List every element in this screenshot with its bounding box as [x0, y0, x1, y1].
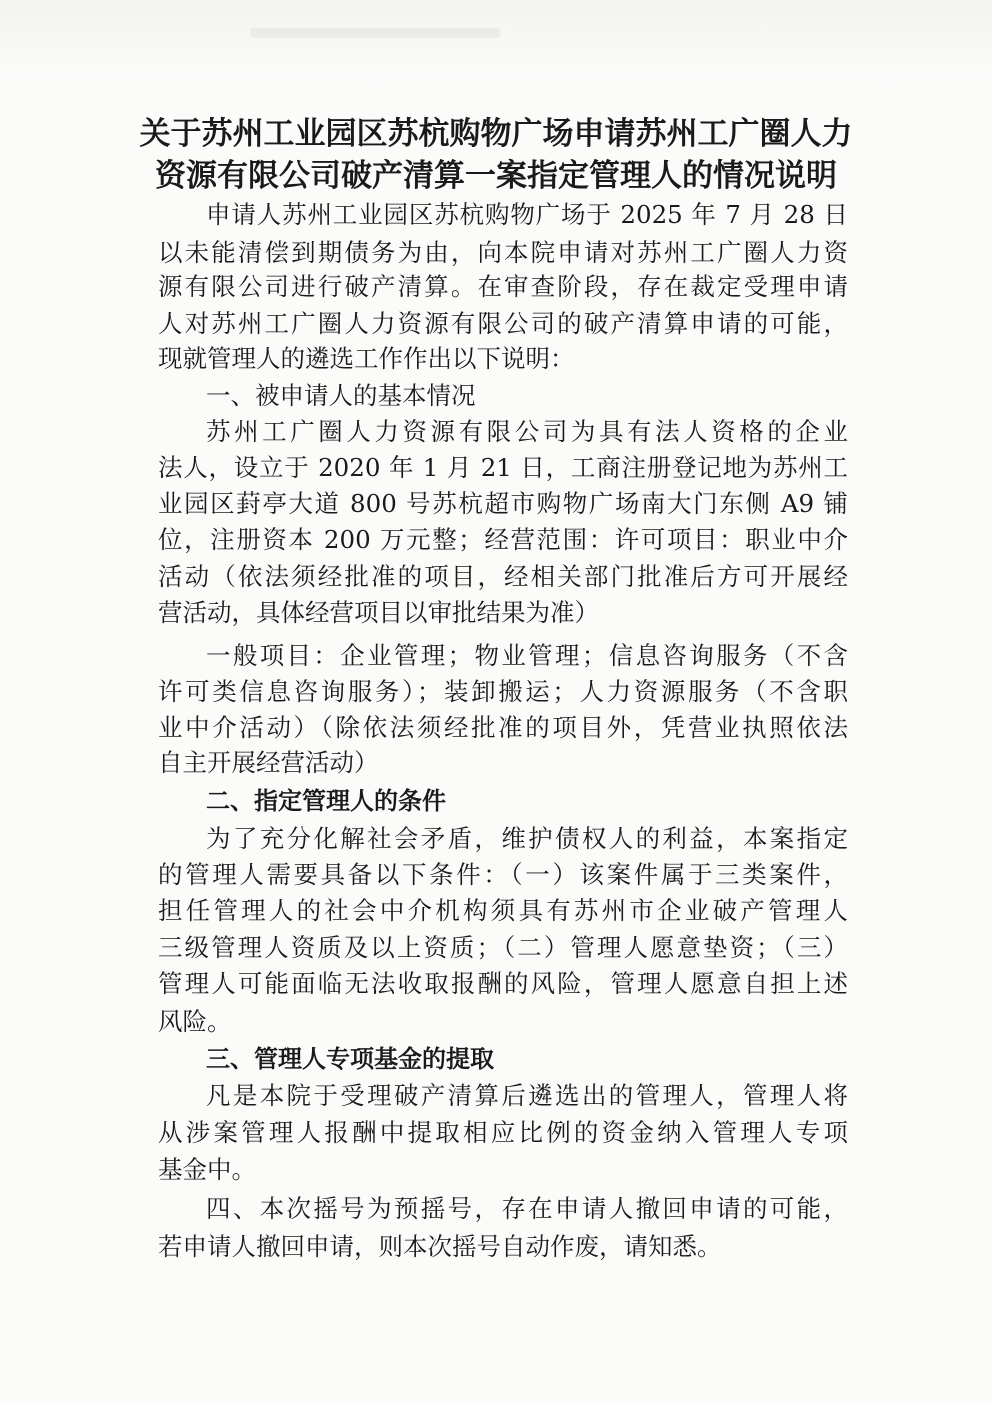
- paragraph-line: 基金中。: [158, 1155, 256, 1184]
- paragraph-line: 从涉案管理人报酬中提取相应比例的资金纳入管理人专项: [158, 1118, 848, 1147]
- paragraph-line: 业中介活动）（除依法须经批准的项目外，凭营业执照依法: [158, 713, 848, 742]
- section-heading-1: 一、被申请人的基本情况: [206, 381, 476, 410]
- paragraph-line: 营活动，具体经营项目以审批结果为准）: [158, 598, 599, 627]
- paragraph-line: 为了充分化解社会矛盾，维护债权人的利益，本案指定: [206, 824, 848, 853]
- paragraph-line: 三级管理人资质及以上资质；（二）管理人愿意垫资；（三）: [158, 933, 848, 962]
- paragraph-line: 的管理人需要具备以下条件：（一）该案件属于三类案件，: [158, 860, 848, 889]
- paragraph-line: 管理人可能面临无法收取报酬的风险，管理人愿意自担上述: [158, 969, 848, 998]
- paragraph-line: 源有限公司进行破产清算。在审查阶段，存在裁定受理申请: [158, 272, 848, 301]
- section-heading-2: 二、指定管理人的条件: [206, 787, 446, 815]
- paragraph-line: 许可类信息咨询服务）；装卸搬运；人力资源服务（不含职: [158, 677, 848, 706]
- paragraph-line: 担任管理人的社会中介机构须具有苏州市企业破产管理人: [158, 896, 848, 925]
- paragraph-line: 自主开展经营活动）: [158, 748, 379, 777]
- paragraph-line: 苏州工广圈人力资源有限公司为具有法人资格的企业: [206, 417, 848, 446]
- paragraph-line: 四、本次摇号为预摇号，存在申请人撤回申请的可能，: [206, 1194, 848, 1223]
- paragraph-line: 活动（依法须经批准的项目，经相关部门批准后方可开展经: [158, 562, 848, 591]
- paragraph-line: 一般项目：企业管理；物业管理；信息咨询服务（不含: [206, 641, 848, 670]
- paragraph-line: 若申请人撤回申请，则本次摇号自动作废，请知悉。: [158, 1232, 722, 1261]
- scan-artifact: [250, 28, 500, 38]
- section-heading-3: 三、管理人专项基金的提取: [206, 1045, 494, 1073]
- document-title-line-2: 资源有限公司破产清算一案指定管理人的情况说明: [155, 158, 837, 194]
- paragraph-line: 现就管理人的遴选工作作出以下说明：: [158, 344, 575, 373]
- paragraph-line: 风险。: [158, 1007, 232, 1036]
- paragraph-line: 业园区葑亭大道 800 号苏杭超市购物广场南大门东侧 A9 铺: [158, 489, 848, 518]
- paragraph-line: 凡是本院于受理破产清算后遴选出的管理人，管理人将: [206, 1081, 848, 1110]
- paragraph-line: 以未能清偿到期债务为由，向本院申请对苏州工广圈人力资: [158, 238, 848, 267]
- document-title-line-1: 关于苏州工业园区苏杭购物广场申请苏州工广圈人力: [139, 116, 853, 152]
- paragraph-line: 位，注册资本 200 万元整；经营范围：许可项目：职业中介: [158, 525, 848, 554]
- paragraph-line: 人对苏州工广圈人力资源有限公司的破产清算申请的可能，: [158, 309, 848, 338]
- paragraph-line: 申请人苏州工业园区苏杭购物广场于 2025 年 7 月 28 日: [206, 200, 848, 229]
- paragraph-line: 法人，设立于 2020 年 1 月 21 日，工商注册登记地为苏州工: [158, 453, 848, 482]
